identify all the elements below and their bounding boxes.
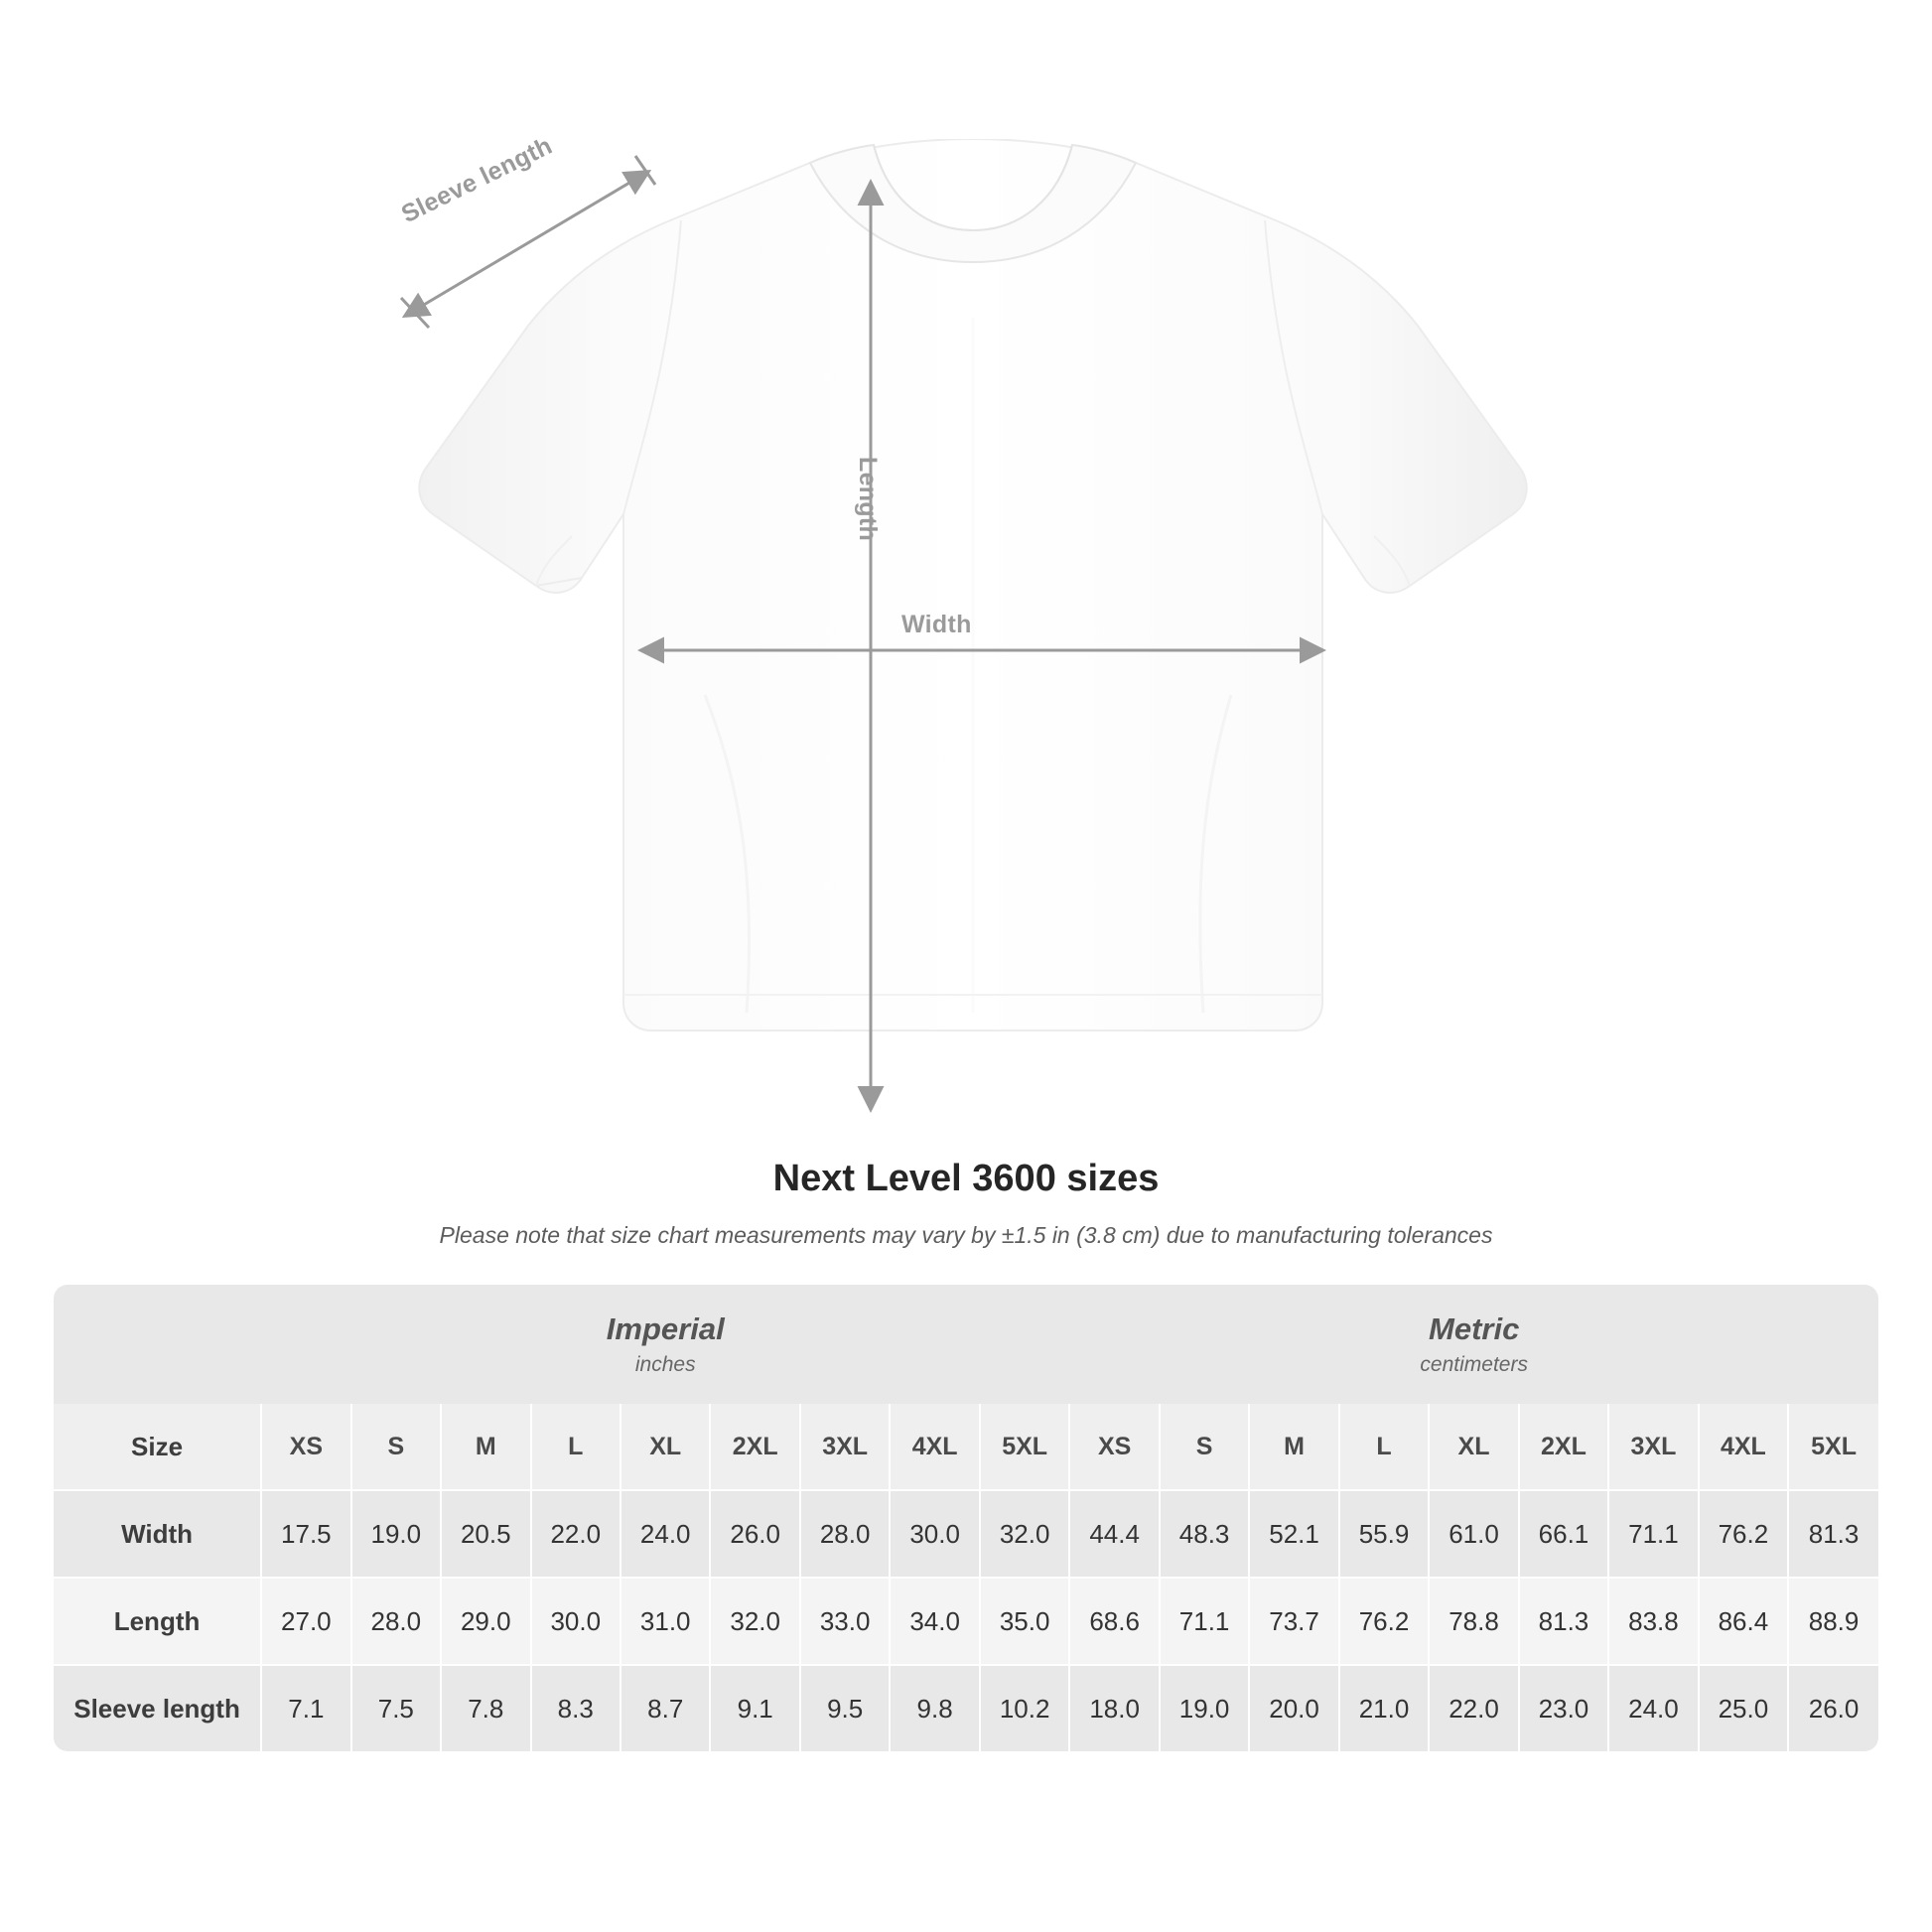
unit-group-metric [1069, 1285, 1878, 1404]
cell-length-imperial-m: 29.0 [441, 1578, 530, 1665]
cell-sleeve-metric-xs: 18.0 [1069, 1665, 1159, 1751]
cell-width-imperial-xl: 24.0 [621, 1490, 710, 1578]
cell-length-imperial-3xl: 33.0 [800, 1578, 890, 1665]
cell-length-imperial-4xl: 34.0 [890, 1578, 979, 1665]
annotation-sleeve-length: Sleeve length [397, 131, 557, 229]
header-imperial-2xl: 2XL [710, 1404, 799, 1490]
cell-sleeve-metric-4xl: 25.0 [1699, 1665, 1788, 1751]
cell-length-metric-xs: 68.6 [1069, 1578, 1159, 1665]
header-imperial-s: S [351, 1404, 441, 1490]
cell-sleeve-imperial-s: 7.5 [351, 1665, 441, 1751]
unit-group-metric-name: Metric [1429, 1311, 1520, 1346]
cell-width-imperial-3xl: 28.0 [800, 1490, 890, 1578]
unit-group-metric-sub: centimeters [1420, 1352, 1528, 1376]
header-metric-5xl: 5XL [1788, 1404, 1878, 1490]
cell-width-imperial-m: 20.5 [441, 1490, 530, 1578]
header-size-label: Size [54, 1404, 261, 1490]
cell-length-metric-2xl: 81.3 [1519, 1578, 1608, 1665]
cell-sleeve-imperial-4xl: 9.8 [890, 1665, 979, 1751]
cell-sleeve-metric-3xl: 24.0 [1608, 1665, 1698, 1751]
cell-length-imperial-xs: 27.0 [261, 1578, 350, 1665]
cell-width-imperial-l: 22.0 [531, 1490, 621, 1578]
cell-width-imperial-4xl: 30.0 [890, 1490, 979, 1578]
cell-length-imperial-s: 28.0 [351, 1578, 441, 1665]
cell-sleeve-imperial-m: 7.8 [441, 1665, 530, 1751]
cell-length-imperial-2xl: 32.0 [710, 1578, 799, 1665]
cell-width-metric-l: 55.9 [1339, 1490, 1429, 1578]
header-metric-m: M [1249, 1404, 1338, 1490]
table-corner-cell [54, 1285, 261, 1404]
cell-sleeve-metric-xl: 22.0 [1429, 1665, 1518, 1751]
size-table [54, 1285, 1878, 1751]
cell-sleeve-imperial-xs: 7.1 [261, 1665, 350, 1751]
unit-header-row [54, 1285, 1878, 1404]
cell-width-metric-4xl: 76.2 [1699, 1490, 1788, 1578]
cell-length-imperial-xl: 31.0 [621, 1578, 710, 1665]
cell-width-imperial-s: 19.0 [351, 1490, 441, 1578]
header-imperial-l: L [531, 1404, 621, 1490]
unit-group-imperial [261, 1285, 1069, 1404]
unit-group-imperial-sub: inches [634, 1352, 696, 1376]
row-label-length: Length [54, 1578, 261, 1665]
header-metric-2xl: 2XL [1519, 1404, 1608, 1490]
header-metric-4xl: 4XL [1699, 1404, 1788, 1490]
tolerance-note: Please note that size chart measurements may vary by ±1.5 in (3.8 cm) due to manufacturing tolerances [439, 1222, 1493, 1248]
size-table-wrapper [54, 1285, 1878, 1751]
cell-width-metric-xl: 61.0 [1429, 1490, 1518, 1578]
cell-length-metric-4xl: 86.4 [1699, 1578, 1788, 1665]
cell-length-metric-l: 76.2 [1339, 1578, 1429, 1665]
cell-length-imperial-l: 30.0 [531, 1578, 621, 1665]
cell-width-metric-2xl: 66.1 [1519, 1490, 1608, 1578]
table-row-sleeve-length [54, 1665, 1878, 1751]
cell-width-imperial-5xl: 32.0 [980, 1490, 1070, 1578]
cell-sleeve-imperial-2xl: 9.1 [710, 1665, 799, 1751]
cell-sleeve-imperial-3xl: 9.5 [800, 1665, 890, 1751]
header-metric-l: L [1339, 1404, 1429, 1490]
cell-sleeve-imperial-l: 8.3 [531, 1665, 621, 1751]
cell-width-metric-5xl: 81.3 [1788, 1490, 1878, 1578]
header-imperial-xs: XS [261, 1404, 350, 1490]
cell-length-metric-5xl: 88.9 [1788, 1578, 1878, 1665]
page-title: Next Level 3600 sizes [772, 1158, 1160, 1199]
title-block [0, 1158, 1932, 1249]
cell-width-metric-m: 52.1 [1249, 1490, 1338, 1578]
header-imperial-4xl: 4XL [890, 1404, 979, 1490]
unit-group-imperial-name: Imperial [606, 1311, 725, 1346]
table-row-width [54, 1490, 1878, 1578]
cell-width-metric-3xl: 71.1 [1608, 1490, 1698, 1578]
cell-width-imperial-2xl: 26.0 [710, 1490, 799, 1578]
header-imperial-xl: XL [621, 1404, 710, 1490]
cell-length-metric-s: 71.1 [1160, 1578, 1249, 1665]
cell-width-metric-s: 48.3 [1160, 1490, 1249, 1578]
cell-length-metric-xl: 78.8 [1429, 1578, 1518, 1665]
cell-sleeve-imperial-5xl: 10.2 [980, 1665, 1070, 1751]
cell-width-imperial-xs: 17.5 [261, 1490, 350, 1578]
header-imperial-m: M [441, 1404, 530, 1490]
header-metric-xl: XL [1429, 1404, 1518, 1490]
table-row-length [54, 1578, 1878, 1665]
row-label-sleeve-length: Sleeve length [54, 1665, 261, 1751]
cell-sleeve-metric-s: 19.0 [1160, 1665, 1249, 1751]
header-imperial-5xl: 5XL [980, 1404, 1070, 1490]
cell-sleeve-metric-m: 20.0 [1249, 1665, 1338, 1751]
header-metric-xs: XS [1069, 1404, 1159, 1490]
cell-width-metric-xs: 44.4 [1069, 1490, 1159, 1578]
annotation-length: Length [854, 457, 882, 542]
cell-sleeve-metric-5xl: 26.0 [1788, 1665, 1878, 1751]
header-metric-s: S [1160, 1404, 1249, 1490]
cell-length-imperial-5xl: 35.0 [980, 1578, 1070, 1665]
cell-length-metric-3xl: 83.8 [1608, 1578, 1698, 1665]
row-label-width: Width [54, 1490, 261, 1578]
cell-sleeve-metric-2xl: 23.0 [1519, 1665, 1608, 1751]
header-metric-3xl: 3XL [1608, 1404, 1698, 1490]
size-header-row [54, 1404, 1878, 1490]
cell-length-metric-m: 73.7 [1249, 1578, 1338, 1665]
header-imperial-3xl: 3XL [800, 1404, 890, 1490]
cell-sleeve-imperial-xl: 8.7 [621, 1665, 710, 1751]
annotation-width: Width [901, 611, 972, 638]
cell-sleeve-metric-l: 21.0 [1339, 1665, 1429, 1751]
